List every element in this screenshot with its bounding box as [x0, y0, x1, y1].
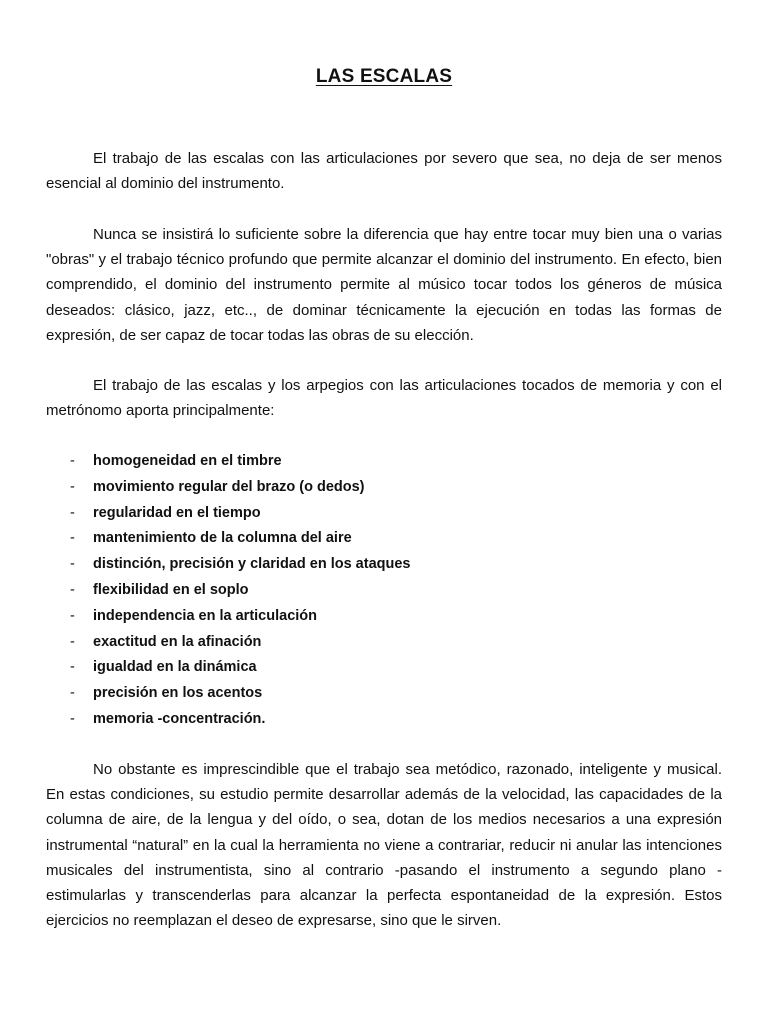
- list-item-text: homogeneidad en el timbre: [93, 453, 282, 469]
- paragraph-intro: El trabajo de las escalas con las articulaciones por severo que sea, no deja de ser menos esencial al dominio del instrumento.: [46, 150, 722, 193]
- bullet-dash: -: [70, 581, 75, 598]
- list-item: [46, 501, 722, 527]
- list-item-text: flexibilidad en el soplo: [93, 581, 249, 598]
- bullet-dash: -: [70, 607, 75, 624]
- list-item-text: exactitud en la afinación: [93, 633, 262, 650]
- list-item: [46, 707, 722, 733]
- paragraph-benefits-intro: El trabajo de las escalas y los arpegios con las articulaciones tocados de memoria y con el metrónomo aporta principalmente:: [46, 377, 722, 420]
- list-item: [46, 630, 722, 656]
- list-item: [46, 655, 722, 681]
- list-item: [46, 552, 722, 578]
- bullet-dash: -: [70, 453, 75, 469]
- bullet-dash: -: [70, 556, 75, 573]
- list-item-text: regularidad en el tiempo: [93, 504, 261, 521]
- bullet-dash: -: [70, 530, 75, 547]
- list-item: [46, 578, 722, 604]
- bullet-dash: -: [70, 478, 75, 495]
- bullet-dash: -: [70, 710, 75, 727]
- paragraph-mastery: Nunca se insistirá lo suficiente sobre la diferencia que hay entre tocar muy bien una o varias "obras" y el trabajo técnico profundo que permite alcanzar el dominio del instrumento. En efecto, bien comprendido, el dominio del instrumento permite al músico tocar todos los géneros de música deseados: clásico, jazz, etc.., de dominar técnicamente la ejecución en todas las formas de expresión, de ser capaz de tocar todas las obras de su elección.: [46, 226, 722, 344]
- paragraph-conclusion: No obstante es imprescindible que el trabajo sea metódico, razonado, inteligente y musical. En estas condiciones, su estudio permite desarrollar además de la velocidad, las capacidades de la columna de aire, de la lengua y del oído, o sea, dotan de los medios necesarios a una expresión instrumental “natural” en la cual la herramienta no viene a contrariar, reducir ni anular las intenciones musicales del instrumentista, sino al contrario -pasando el instrumento a segundo plano - estimularlas y transcenderlas para alcanzar la perfecta espontaneidad de la expresión. Estos ejercicios no reemplazan el deseo de expresarse, sino que le sirven.: [46, 761, 722, 930]
- list-item-text: igualdad en la dinámica: [93, 659, 257, 676]
- list-item-text: independencia en la articulación: [93, 607, 318, 624]
- list-item: [46, 449, 722, 475]
- page-title: LAS ESCALAS: [315, 66, 453, 87]
- bullet-dash: -: [70, 685, 75, 702]
- list-item-text: distinción, precisión y claridad en los ataques: [93, 556, 411, 573]
- list-item: [46, 604, 722, 630]
- list-item: [46, 475, 722, 501]
- bullet-dash: -: [70, 659, 75, 676]
- list-item-text: precisión en los acentos: [93, 685, 263, 702]
- list-item-text: memoria -concentración.: [93, 710, 266, 727]
- bullet-dash: -: [70, 633, 75, 650]
- benefits-list: [46, 449, 722, 733]
- list-item: [46, 526, 722, 552]
- list-item-text: mantenimiento de la columna del aire: [93, 530, 352, 547]
- bullet-dash: -: [70, 504, 75, 521]
- list-item-text: movimiento regular del brazo (o dedos): [93, 478, 365, 495]
- list-item: [46, 681, 722, 707]
